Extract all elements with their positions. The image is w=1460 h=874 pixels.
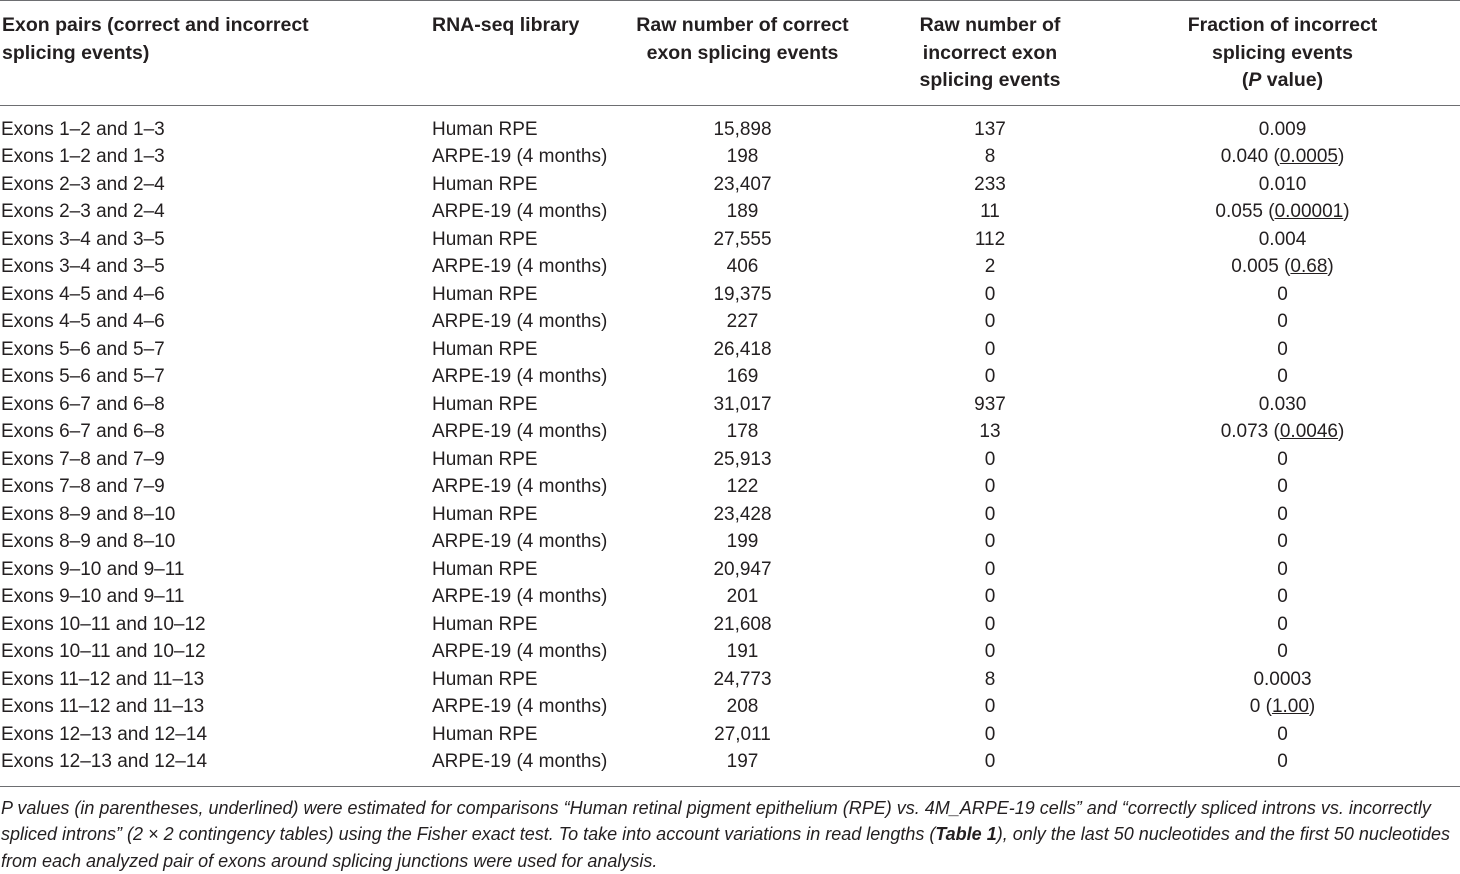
cell-library: Human RPE [0, 666, 610, 694]
cell-incorrect-count: 0 [875, 308, 1105, 336]
header-exon-pairs-line2: splicing events) [2, 42, 149, 64]
fraction-value: 0.055 [1215, 201, 1263, 222]
table-footnote [1, 795, 1453, 874]
fraction-value: 0.040 [1221, 146, 1269, 167]
table-row: Exons 10–11 and 10–12 ARPE-19 (4 months) 191 0 0 [0, 638, 1460, 666]
cell-library: ARPE-19 (4 months) [0, 473, 610, 501]
cell-incorrect-count: 233 [875, 171, 1105, 199]
table-row: Exons 12–13 and 12–14 ARPE-19 (4 months) 197 0 0 [0, 748, 1460, 786]
fraction-value: 0 [1277, 531, 1288, 552]
fraction-value: 0 [1277, 504, 1288, 525]
cell-library: ARPE-19 (4 months) [0, 748, 610, 786]
header-correct-line1: Raw number of correct [636, 14, 848, 36]
cell-incorrect-count: 0 [875, 528, 1105, 556]
p-value: 0.0005 [1280, 146, 1338, 167]
header-incorrect-line2: incorrect exon [923, 42, 1057, 64]
fraction-value: 0.005 [1231, 256, 1279, 277]
cell-correct-count: 169 [610, 363, 875, 391]
cell-incorrect-count: 0 [875, 363, 1105, 391]
table-row: Exons 3–4 and 3–5 Human RPE 27,555 112 0.004 [0, 226, 1460, 254]
cell-correct-count: 27,011 [610, 721, 875, 749]
cell-incorrect-count: 2 [875, 253, 1105, 281]
cell-correct-count: 178 [610, 418, 875, 446]
cell-library: Human RPE [0, 556, 610, 584]
cell-fraction [1105, 721, 1460, 749]
fraction-value: 0 [1277, 311, 1288, 332]
fraction-value: 0 [1277, 366, 1288, 387]
fraction-value: 0 [1277, 476, 1288, 497]
cell-library: ARPE-19 (4 months) [0, 638, 610, 666]
fraction-value: 0 [1277, 449, 1288, 470]
cell-library: Human RPE [0, 105, 610, 143]
table-row: Exons 11–12 and 11–13 ARPE-19 (4 months) 208 0 0 (1.00) [0, 693, 1460, 721]
cell-library: ARPE-19 (4 months) [0, 363, 610, 391]
cell-fraction [1105, 391, 1460, 419]
cell-library: Human RPE [0, 611, 610, 639]
cell-correct-count: 15,898 [610, 105, 875, 143]
footnote-p-symbol: P [1, 798, 12, 818]
table-row: Exons 3–4 and 3–5 ARPE-19 (4 months) 406 2 0.005 (0.68) [0, 253, 1460, 281]
cell-fraction [1105, 611, 1460, 639]
cell-correct-count: 26,418 [610, 336, 875, 364]
fraction-value: 0.030 [1259, 394, 1307, 415]
cell-library: Human RPE [0, 391, 610, 419]
cell-correct-count: 21,608 [610, 611, 875, 639]
header-incorrect-events [875, 1, 1105, 106]
cell-incorrect-count: 0 [875, 611, 1105, 639]
header-fraction-p: P [1248, 69, 1261, 91]
cell-incorrect-count: 0 [875, 501, 1105, 529]
cell-library: Human RPE [0, 446, 610, 474]
cell-library: ARPE-19 (4 months) [0, 528, 610, 556]
cell-correct-count: 19,375 [610, 281, 875, 309]
header-fraction-line2: splicing events [1212, 42, 1353, 64]
table-row: Exons 7–8 and 7–9 ARPE-19 (4 months) 122 0 0 [0, 473, 1460, 501]
cell-library: Human RPE [0, 171, 610, 199]
cell-library: Human RPE [0, 721, 610, 749]
cell-incorrect-count: 0 [875, 556, 1105, 584]
p-value: 0.0046 [1280, 421, 1338, 442]
cell-correct-count: 208 [610, 693, 875, 721]
header-exon-pairs-line1: Exon pairs (correct and incorrect [2, 14, 309, 36]
cell-library: ARPE-19 (4 months) [0, 583, 610, 611]
cell-correct-count: 197 [610, 748, 875, 786]
cell-fraction [1105, 473, 1460, 501]
fraction-value: 0.009 [1259, 119, 1307, 140]
table-row: Exons 4–5 and 4–6 ARPE-19 (4 months) 227 0 0 [0, 308, 1460, 336]
fraction-value: 0 [1277, 751, 1288, 772]
cell-correct-count: 23,428 [610, 501, 875, 529]
cell-fraction: 0 (1.00) [1105, 693, 1460, 721]
cell-fraction [1105, 281, 1460, 309]
cell-incorrect-count: 11 [875, 198, 1105, 226]
cell-correct-count: 25,913 [610, 446, 875, 474]
cell-correct-count: 227 [610, 308, 875, 336]
table-row: Exons 8–9 and 8–10 ARPE-19 (4 months) 199 0 0 [0, 528, 1460, 556]
cell-correct-count: 24,773 [610, 666, 875, 694]
cell-fraction [1105, 446, 1460, 474]
cell-fraction [1105, 226, 1460, 254]
cell-fraction [1105, 583, 1460, 611]
fraction-value: 0 [1250, 696, 1261, 717]
cell-fraction: 0.040 (0.0005) [1105, 143, 1460, 171]
cell-incorrect-count: 937 [875, 391, 1105, 419]
table-row: Exons 9–10 and 9–11 Human RPE 20,947 0 0 [0, 556, 1460, 584]
cell-incorrect-count: 0 [875, 336, 1105, 364]
cell-incorrect-count: 112 [875, 226, 1105, 254]
table-row: Exons 10–11 and 10–12 Human RPE 21,608 0 0 [0, 611, 1460, 639]
fraction-value: 0 [1277, 614, 1288, 635]
cell-library: Human RPE [0, 281, 610, 309]
cell-correct-count: 198 [610, 143, 875, 171]
table-row: Exons 2–3 and 2–4 ARPE-19 (4 months) 189 11 0.055 (0.00001) [0, 198, 1460, 226]
table-row: Exons 5–6 and 5–7 ARPE-19 (4 months) 169 0 0 [0, 363, 1460, 391]
cell-correct-count: 199 [610, 528, 875, 556]
cell-library: ARPE-19 (4 months) [0, 308, 610, 336]
cell-fraction [1105, 528, 1460, 556]
cell-fraction [1105, 501, 1460, 529]
table-row: Exons 2–3 and 2–4 Human RPE 23,407 233 0.010 [0, 171, 1460, 199]
cell-library: Human RPE [0, 336, 610, 364]
cell-correct-count: 31,017 [610, 391, 875, 419]
cell-incorrect-count: 0 [875, 583, 1105, 611]
footnote-text-part1: values (in parentheses, underlined) were estimated for comparisons “Human retinal pigment epithelium (RPE) vs. 4M_ARPE-19 cells” and “correctly spliced introns vs. incorrectly spliced introns” (2 × 2 contingency tables) using the Fisher exact test. To take into account variations in read lengths ( [1, 798, 1431, 845]
cell-library: Human RPE [0, 226, 610, 254]
cell-incorrect-count: 0 [875, 281, 1105, 309]
cell-incorrect-count: 137 [875, 105, 1105, 143]
fraction-value: 0 [1277, 724, 1288, 745]
cell-fraction: 0.073 (0.0046) [1105, 418, 1460, 446]
cell-correct-count: 23,407 [610, 171, 875, 199]
fraction-value: 0 [1277, 586, 1288, 607]
header-fraction-open: ( [1242, 69, 1249, 91]
cell-incorrect-count: 0 [875, 721, 1105, 749]
fraction-value: 0 [1277, 339, 1288, 360]
cell-fraction [1105, 336, 1460, 364]
cell-correct-count: 122 [610, 473, 875, 501]
cell-correct-count: 406 [610, 253, 875, 281]
cell-fraction [1105, 308, 1460, 336]
fraction-value: 0.073 [1221, 421, 1269, 442]
cell-correct-count: 201 [610, 583, 875, 611]
fraction-value: 0 [1277, 641, 1288, 662]
p-value: 0.68 [1290, 256, 1327, 277]
cell-correct-count: 191 [610, 638, 875, 666]
header-rna-seq-library-text: RNA-seq library [432, 14, 579, 36]
cell-incorrect-count: 0 [875, 446, 1105, 474]
cell-incorrect-count: 8 [875, 666, 1105, 694]
table-row: Exons 12–13 and 12–14 Human RPE 27,011 0 0 [0, 721, 1460, 749]
cell-library: ARPE-19 (4 months) [0, 253, 610, 281]
cell-library: ARPE-19 (4 months) [0, 418, 610, 446]
fraction-value: 0 [1277, 559, 1288, 580]
cell-correct-count: 20,947 [610, 556, 875, 584]
p-value: 0.00001 [1275, 201, 1344, 222]
header-incorrect-line3: splicing events [920, 69, 1061, 91]
cell-fraction [1105, 666, 1460, 694]
table-body [0, 105, 1460, 786]
cell-correct-count: 189 [610, 198, 875, 226]
fraction-value: 0.004 [1259, 229, 1307, 250]
table-row: Exons 11–12 and 11–13 Human RPE 24,773 8 0.0003 [0, 666, 1460, 694]
cell-fraction [1105, 171, 1460, 199]
cell-fraction: 0.005 (0.68) [1105, 253, 1460, 281]
cell-fraction: 0.055 (0.00001) [1105, 198, 1460, 226]
cell-fraction [1105, 105, 1460, 143]
table-row: Exons 4–5 and 4–6 Human RPE 19,375 0 0 [0, 281, 1460, 309]
footnote-table-reference: Table 1 [935, 824, 996, 844]
header-fraction-rest: value) [1261, 69, 1323, 91]
table-row: Exons 1–2 and 1–3 Human RPE 15,898 137 0.009 [0, 105, 1460, 143]
cell-fraction [1105, 638, 1460, 666]
header-correct-events [610, 1, 875, 106]
table-row: Exons 6–7 and 6–8 ARPE-19 (4 months) 178 13 0.073 (0.0046) [0, 418, 1460, 446]
fraction-value: 0.010 [1259, 174, 1307, 195]
table-row: Exons 6–7 and 6–8 Human RPE 31,017 937 0.030 [0, 391, 1460, 419]
cell-incorrect-count: 0 [875, 748, 1105, 786]
cell-library: ARPE-19 (4 months) [0, 198, 610, 226]
cell-library: ARPE-19 (4 months) [0, 143, 610, 171]
fraction-value: 0.0003 [1253, 669, 1311, 690]
table-row: Exons 5–6 and 5–7 Human RPE 26,418 0 0 [0, 336, 1460, 364]
table-header [0, 1, 1460, 106]
table-row: Exons 7–8 and 7–9 Human RPE 25,913 0 0 [0, 446, 1460, 474]
header-correct-line2: exon splicing events [647, 42, 839, 64]
cell-incorrect-count: 0 [875, 638, 1105, 666]
cell-fraction [1105, 363, 1460, 391]
footnote-text-part2: ), only the last 50 nucleotides and the first 50 nucleotides from each analyzed pair of exons around splicing junctions were used for analysis. [1, 824, 1450, 871]
table-row: Exons 8–9 and 8–10 Human RPE 23,428 0 0 [0, 501, 1460, 529]
p-value: 1.00 [1272, 696, 1309, 717]
cell-fraction [1105, 556, 1460, 584]
cell-correct-count: 27,555 [610, 226, 875, 254]
cell-incorrect-count: 8 [875, 143, 1105, 171]
cell-library: ARPE-19 (4 months) [0, 693, 610, 721]
cell-fraction [1105, 748, 1460, 786]
header-fraction-incorrect [1105, 1, 1460, 106]
fraction-value: 0 [1277, 284, 1288, 305]
header-incorrect-line1: Raw number of [920, 14, 1061, 36]
cell-incorrect-count: 0 [875, 693, 1105, 721]
cell-library: Human RPE [0, 501, 610, 529]
cell-incorrect-count: 0 [875, 473, 1105, 501]
header-fraction-line1: Fraction of incorrect [1188, 14, 1378, 36]
table-row: Exons 1–2 and 1–3 ARPE-19 (4 months) 198 8 0.040 (0.0005) [0, 143, 1460, 171]
cell-incorrect-count: 13 [875, 418, 1105, 446]
table-row: Exons 9–10 and 9–11 ARPE-19 (4 months) 201 0 0 [0, 583, 1460, 611]
